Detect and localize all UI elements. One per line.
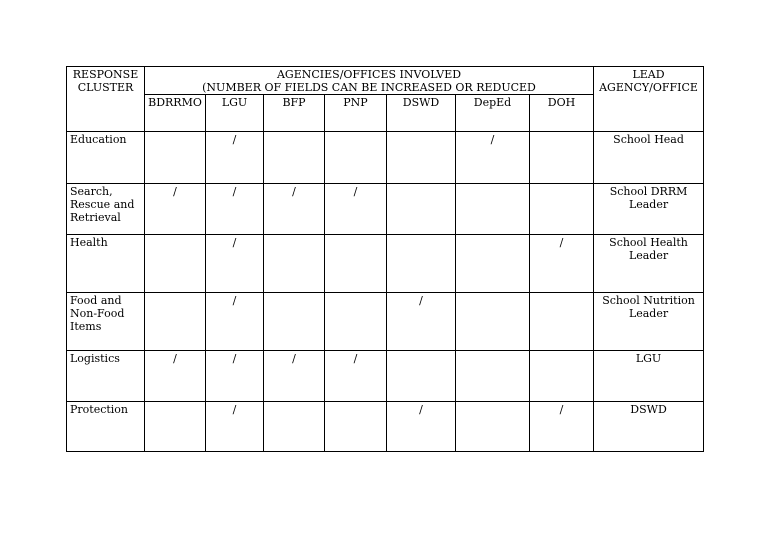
table-row (67, 235, 704, 293)
agency-header-deped: DepEd (456, 95, 530, 132)
agency-header-lgu: LGU (206, 95, 264, 132)
mark-cell-deped (456, 235, 530, 293)
agency-header-pnp: PNP (325, 95, 387, 132)
mark-cell-pnp (325, 132, 387, 184)
cluster-cell: Search, Rescue and Retrieval (67, 184, 145, 235)
mark-cell-pnp (325, 235, 387, 293)
table-row (67, 184, 704, 235)
response-cluster-header (67, 67, 145, 132)
table-body (67, 132, 704, 452)
lead-header-line-2: AGENCY/OFFICE (599, 81, 698, 94)
lead-agency-cell: School Head (594, 132, 704, 184)
mark-cell-bfp: / (264, 351, 325, 402)
table-row (67, 351, 704, 402)
mark-cell-bdrrmo (145, 132, 206, 184)
mark-cell-pnp (325, 293, 387, 351)
mark-cell-deped (456, 293, 530, 351)
mark-cell-deped (456, 184, 530, 235)
agency-header-dswd: DSWD (387, 95, 456, 132)
lead-agency-cell: LGU (594, 351, 704, 402)
mark-cell-doh: / (530, 402, 594, 452)
lead-agency-header (594, 67, 704, 132)
cluster-cell: Food and Non-Food Items (67, 293, 145, 351)
mark-cell-bfp (264, 402, 325, 452)
mark-cell-dswd: / (387, 402, 456, 452)
lead-header-line-1: LEAD (632, 68, 665, 81)
mark-cell-doh (530, 293, 594, 351)
agencies-involved-header (145, 67, 594, 95)
table-row (67, 293, 704, 351)
mark-cell-dswd (387, 351, 456, 402)
mark-cell-deped: / (456, 132, 530, 184)
mark-cell-bdrrmo (145, 235, 206, 293)
mark-cell-lgu: / (206, 351, 264, 402)
mark-cell-lgu: / (206, 293, 264, 351)
response-cluster-header-label: RESPONSE CLUSTER (72, 68, 139, 94)
mark-cell-lgu: / (206, 132, 264, 184)
mark-cell-deped (456, 402, 530, 452)
mark-cell-doh (530, 351, 594, 402)
cluster-cell: Health (67, 235, 145, 293)
mark-cell-dswd (387, 235, 456, 293)
mark-cell-dswd (387, 132, 456, 184)
mark-cell-doh: / (530, 235, 594, 293)
response-cluster-table (66, 66, 704, 452)
lead-agency-cell: School Nutrition Leader (594, 293, 704, 351)
agency-header-doh: DOH (530, 95, 594, 132)
lead-agency-cell: School DRRM Leader (594, 184, 704, 235)
mark-cell-doh (530, 132, 594, 184)
mark-cell-bfp: / (264, 184, 325, 235)
mark-cell-bdrrmo: / (145, 184, 206, 235)
mark-cell-bdrrmo (145, 293, 206, 351)
lead-agency-cell: DSWD (594, 402, 704, 452)
mark-cell-pnp: / (325, 351, 387, 402)
mark-cell-bfp (264, 293, 325, 351)
mark-cell-dswd (387, 184, 456, 235)
table-row (67, 402, 704, 452)
mark-cell-doh (530, 184, 594, 235)
cluster-cell: Education (67, 132, 145, 184)
mark-cell-deped (456, 351, 530, 402)
lead-agency-cell: School Health Leader (594, 235, 704, 293)
mark-cell-bfp (264, 132, 325, 184)
agencies-title-line-2: (NUMBER OF FIELDS CAN BE INCREASED OR REDUCED (202, 81, 536, 94)
cluster-cell: Protection (67, 402, 145, 452)
agencies-title-line-1: AGENCIES/OFFICES INVOLVED (276, 68, 462, 81)
mark-cell-pnp: / (325, 184, 387, 235)
mark-cell-bdrrmo (145, 402, 206, 452)
mark-cell-dswd: / (387, 293, 456, 351)
mark-cell-lgu: / (206, 184, 264, 235)
cluster-cell: Logistics (67, 351, 145, 402)
agency-header-bdrrmo: BDRRMO (145, 95, 206, 132)
agency-header-bfp: BFP (264, 95, 325, 132)
mark-cell-bfp (264, 235, 325, 293)
mark-cell-pnp (325, 402, 387, 452)
mark-cell-bdrrmo: / (145, 351, 206, 402)
mark-cell-lgu: / (206, 235, 264, 293)
mark-cell-lgu: / (206, 402, 264, 452)
table-row (67, 132, 704, 184)
